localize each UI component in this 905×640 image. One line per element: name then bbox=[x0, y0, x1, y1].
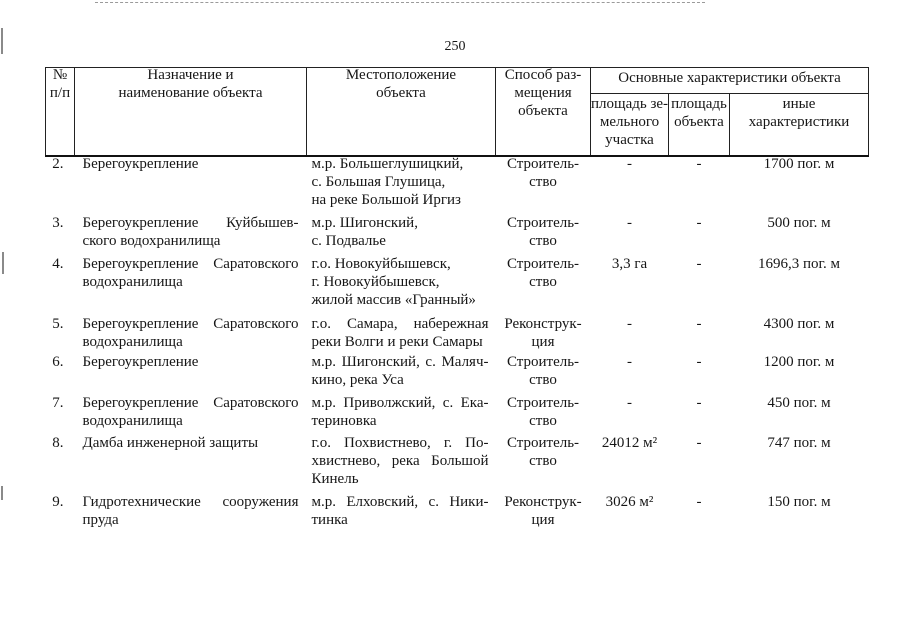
object-area-line: - bbox=[696, 353, 702, 370]
object-location-line: м.р. Приволжский, с. Ека- bbox=[311, 394, 489, 411]
header-location bbox=[307, 68, 496, 156]
row-number bbox=[46, 252, 75, 311]
object-name-line: Дамба инженерной защиты bbox=[82, 434, 259, 451]
object-location-line: на реке Большой Иргиз bbox=[311, 191, 461, 208]
row-number bbox=[46, 353, 75, 391]
other-characteristics bbox=[730, 391, 869, 432]
other-characteristics-line: 1700 пог. м bbox=[763, 155, 835, 172]
land-area-text bbox=[591, 214, 669, 232]
header-object-area bbox=[669, 94, 730, 156]
placement-method-text bbox=[496, 394, 591, 430]
object-location-line: с. Большая Глушица, bbox=[311, 173, 446, 190]
scan-artifact bbox=[95, 2, 705, 3]
object-location-text bbox=[312, 353, 489, 389]
object-name-line: Берегоукрепление Саратовского bbox=[82, 255, 299, 272]
object-location-line: с. Подвалье bbox=[311, 232, 386, 249]
placement-method bbox=[496, 432, 591, 490]
header-line: Назначение и bbox=[147, 67, 234, 83]
placement-method-line: ство bbox=[529, 273, 557, 290]
other-characteristics-text bbox=[730, 353, 869, 371]
table-row bbox=[46, 432, 869, 490]
object-name bbox=[75, 156, 307, 211]
object-area bbox=[669, 211, 730, 252]
row-number bbox=[46, 391, 75, 432]
objects-table bbox=[45, 67, 869, 531]
object-area-line: - bbox=[696, 315, 702, 332]
land-area-text bbox=[591, 255, 669, 273]
object-name-text bbox=[83, 353, 299, 371]
header-line: № bbox=[52, 67, 68, 83]
header-text bbox=[75, 66, 306, 102]
object-name-text bbox=[83, 214, 299, 250]
object-area-line: - bbox=[696, 493, 702, 510]
header-line: иные bbox=[782, 96, 816, 112]
other-characteristics bbox=[730, 490, 869, 531]
placement-method-line: ство bbox=[529, 452, 557, 469]
header-line: Местоположение bbox=[345, 67, 457, 83]
object-area-line: - bbox=[696, 155, 702, 172]
placement-method bbox=[496, 490, 591, 531]
object-location-line: м.р. Елховский, с. Ники- bbox=[311, 493, 489, 510]
other-characteristics bbox=[730, 311, 869, 353]
placement-method-line: ция bbox=[531, 511, 555, 528]
other-characteristics-line: 4300 пог. м bbox=[763, 315, 835, 332]
object-location-text bbox=[312, 255, 489, 309]
other-characteristics bbox=[730, 211, 869, 252]
header-method bbox=[496, 68, 591, 156]
object-name-text bbox=[83, 434, 299, 452]
other-characteristics-text bbox=[730, 394, 869, 412]
object-area-text bbox=[669, 353, 730, 371]
header-line: Способ раз- bbox=[504, 67, 582, 83]
object-area bbox=[669, 432, 730, 490]
placement-method bbox=[496, 252, 591, 311]
other-characteristics-line: 1200 пог. м bbox=[763, 353, 835, 370]
object-name-line: Берегоукрепление bbox=[82, 353, 199, 370]
object-name bbox=[75, 490, 307, 531]
placement-method-line: Строитель- bbox=[506, 353, 580, 370]
row-number-text bbox=[46, 493, 64, 511]
row-number-text bbox=[46, 394, 64, 412]
header-line: характеристики bbox=[748, 114, 850, 130]
row-number-text bbox=[46, 434, 64, 452]
object-location-line: м.р. Шигонский, bbox=[311, 214, 418, 231]
table-row bbox=[46, 311, 869, 353]
object-area bbox=[669, 156, 730, 211]
object-name-line: Гидротехнические сооружения bbox=[82, 493, 299, 510]
object-area-text bbox=[669, 214, 730, 232]
table-row bbox=[46, 490, 869, 531]
placement-method-text bbox=[496, 155, 591, 191]
placement-method-line: ство bbox=[529, 371, 557, 388]
object-location-line: г. Новокуйбышевск, bbox=[311, 273, 440, 290]
other-characteristics-text bbox=[730, 315, 869, 333]
row-number-line: 5. bbox=[52, 315, 64, 332]
land-area-text bbox=[591, 315, 669, 333]
object-location-line: хвистнево, река Большой bbox=[311, 452, 489, 469]
other-characteristics-text bbox=[730, 255, 869, 273]
other-characteristics-line: 747 пог. м bbox=[767, 434, 831, 451]
object-location bbox=[307, 391, 496, 432]
object-location bbox=[307, 311, 496, 353]
object-location bbox=[307, 490, 496, 531]
header-line: объекта bbox=[518, 103, 568, 119]
object-area bbox=[669, 252, 730, 311]
land-area-text bbox=[591, 493, 669, 511]
header-text bbox=[307, 66, 495, 102]
land-area bbox=[591, 311, 669, 353]
land-area-text bbox=[591, 394, 669, 412]
other-characteristics-line: 450 пог. м bbox=[767, 394, 831, 411]
land-area-line: 24012 м² bbox=[601, 434, 658, 451]
land-area bbox=[591, 252, 669, 311]
header-line: площадь bbox=[671, 96, 727, 112]
other-characteristics-text bbox=[730, 434, 869, 452]
object-location bbox=[307, 211, 496, 252]
page-number: 250 bbox=[444, 39, 466, 54]
table-row bbox=[46, 156, 869, 211]
land-area-line: - bbox=[627, 214, 632, 231]
other-characteristics bbox=[730, 353, 869, 391]
object-location-line: жилой массив «Гранный» bbox=[311, 291, 476, 308]
header-name bbox=[75, 68, 307, 156]
land-area-line: 3,3 га bbox=[611, 255, 648, 272]
placement-method-line: ство bbox=[529, 232, 557, 249]
scan-artifact bbox=[1, 28, 3, 54]
land-area-line: - bbox=[627, 353, 632, 370]
land-area bbox=[591, 156, 669, 211]
object-area-line: - bbox=[696, 394, 702, 411]
object-name-line: водохранилища bbox=[82, 333, 183, 350]
placement-method-text bbox=[496, 353, 591, 389]
placement-method-line: Строитель- bbox=[506, 434, 580, 451]
land-area-text bbox=[591, 155, 669, 173]
header-line: наименование объекта bbox=[118, 85, 263, 101]
object-name-line: ского водохранилища bbox=[82, 232, 221, 249]
placement-method-line: Строитель- bbox=[506, 155, 580, 172]
placement-method-line: ция bbox=[531, 333, 555, 350]
object-name bbox=[75, 311, 307, 353]
object-area-text bbox=[669, 255, 730, 273]
object-location-line: реки Волги и реки Самары bbox=[311, 333, 483, 350]
table-row bbox=[46, 211, 869, 252]
other-characteristics bbox=[730, 252, 869, 311]
object-name-line: Берегоукрепление Саратовского bbox=[82, 394, 299, 411]
row-number-line: 4. bbox=[52, 255, 64, 272]
object-name-text bbox=[83, 255, 299, 291]
header-line: площадь зе- bbox=[591, 96, 669, 112]
object-name-line: водохранилища bbox=[82, 412, 183, 429]
object-name bbox=[75, 353, 307, 391]
object-name-text bbox=[83, 394, 299, 430]
header-other bbox=[730, 94, 869, 156]
object-area-text bbox=[669, 155, 730, 173]
object-location bbox=[307, 252, 496, 311]
object-area-text bbox=[669, 493, 730, 511]
land-area-line: - bbox=[627, 315, 632, 332]
object-name bbox=[75, 432, 307, 490]
object-location-line: териновка bbox=[311, 412, 377, 429]
placement-method-text bbox=[496, 214, 591, 250]
header-line: объекта bbox=[376, 85, 426, 101]
header-line: п/п bbox=[49, 85, 71, 101]
object-location bbox=[307, 156, 496, 211]
object-location-line: м.р. Большеглушицкий, bbox=[311, 155, 464, 172]
header-line: мещения bbox=[514, 85, 572, 101]
object-name-line: водохранилища bbox=[82, 273, 183, 290]
land-area-line: 3026 м² bbox=[605, 493, 654, 510]
land-area-text bbox=[591, 353, 669, 371]
object-location-text bbox=[312, 493, 489, 529]
row-number-text bbox=[46, 214, 64, 232]
other-characteristics-text bbox=[730, 493, 869, 511]
object-location-line: тинка bbox=[311, 511, 348, 528]
row-number-line: 2. bbox=[52, 155, 64, 172]
row-number-line: 8. bbox=[52, 434, 64, 451]
other-characteristics-line: 500 пог. м bbox=[767, 214, 831, 231]
row-number-line: 3. bbox=[52, 214, 64, 231]
placement-method bbox=[496, 156, 591, 211]
row-number-text bbox=[46, 353, 64, 371]
row-number-text bbox=[46, 255, 64, 273]
object-name-text bbox=[83, 315, 299, 351]
object-area-line: - bbox=[696, 434, 702, 451]
object-name bbox=[75, 391, 307, 432]
other-characteristics-text bbox=[730, 214, 869, 232]
row-number bbox=[46, 311, 75, 353]
placement-method-line: Реконструк- bbox=[504, 315, 582, 332]
object-location-line: кино, река Уса bbox=[311, 371, 404, 388]
header-line: мельного bbox=[599, 114, 660, 130]
object-location bbox=[307, 353, 496, 391]
header-number bbox=[46, 68, 75, 156]
header-line: участка bbox=[605, 132, 654, 148]
object-area-line: - bbox=[696, 255, 702, 272]
row-number-line: 7. bbox=[52, 394, 64, 411]
object-location-line: г.о. Новокуйбышевск, bbox=[311, 255, 451, 272]
header-line: объекта bbox=[674, 114, 724, 130]
object-location-text bbox=[312, 155, 489, 209]
land-area bbox=[591, 490, 669, 531]
object-location-line: г.о. Самара, набережная bbox=[311, 315, 489, 332]
row-number-text bbox=[46, 315, 64, 333]
placement-method-text bbox=[496, 255, 591, 291]
object-name-line: Берегоукрепление bbox=[82, 155, 199, 172]
object-location-line: м.р. Шигонский, с. Маляч- bbox=[311, 353, 489, 370]
object-name-text bbox=[83, 155, 299, 173]
placement-method bbox=[496, 311, 591, 353]
table-body bbox=[46, 156, 869, 531]
placement-method-line: ство bbox=[529, 173, 557, 190]
placement-method bbox=[496, 211, 591, 252]
land-area bbox=[591, 211, 669, 252]
row-number bbox=[46, 490, 75, 531]
other-characteristics bbox=[730, 156, 869, 211]
row-number-line: 9. bbox=[52, 493, 64, 510]
placement-method-line: Строитель- bbox=[506, 255, 580, 272]
other-characteristics-line: 150 пог. м bbox=[767, 493, 831, 510]
placement-method-text bbox=[496, 493, 591, 529]
object-area bbox=[669, 391, 730, 432]
other-characteristics-line: 1696,3 пог. м bbox=[758, 255, 840, 272]
object-name-line: Берегоукрепление Саратовского bbox=[82, 315, 299, 332]
header-text bbox=[46, 66, 74, 102]
table-header bbox=[46, 68, 869, 156]
placement-method-text bbox=[496, 315, 591, 351]
land-area-line: - bbox=[627, 394, 632, 411]
placement-method-line: Строитель- bbox=[506, 214, 580, 231]
header-text bbox=[496, 66, 590, 120]
row-number-text bbox=[46, 155, 64, 173]
land-area bbox=[591, 353, 669, 391]
placement-method bbox=[496, 353, 591, 391]
object-area bbox=[669, 490, 730, 531]
scan-artifact bbox=[1, 486, 3, 500]
object-area bbox=[669, 353, 730, 391]
object-location-text bbox=[312, 394, 489, 430]
land-area bbox=[591, 391, 669, 432]
object-location-text bbox=[312, 214, 489, 250]
placement-method-line: Реконструк- bbox=[504, 493, 582, 510]
table-row bbox=[46, 391, 869, 432]
placement-method-line: ство bbox=[529, 412, 557, 429]
object-name-line: Берегоукрепление Куйбышев- bbox=[82, 214, 299, 231]
object-area-text bbox=[669, 434, 730, 452]
object-location-text bbox=[312, 434, 489, 488]
object-location bbox=[307, 432, 496, 490]
object-name-text bbox=[83, 493, 299, 529]
object-area-text bbox=[669, 315, 730, 333]
object-area bbox=[669, 311, 730, 353]
placement-method-line: Строитель- bbox=[506, 394, 580, 411]
row-number-line: 6. bbox=[52, 353, 64, 370]
table-row bbox=[46, 252, 869, 311]
row-number bbox=[46, 156, 75, 211]
header-row bbox=[46, 68, 869, 94]
row-number bbox=[46, 211, 75, 252]
object-location-line: Кинель bbox=[311, 470, 359, 487]
other-characteristics bbox=[730, 432, 869, 490]
object-location-line: г.о. Похвистнево, г. По- bbox=[311, 434, 489, 451]
placement-method-text bbox=[496, 434, 591, 470]
row-number bbox=[46, 432, 75, 490]
object-name-line: пруда bbox=[82, 511, 119, 528]
object-name bbox=[75, 211, 307, 252]
object-name bbox=[75, 252, 307, 311]
scan-artifact bbox=[2, 252, 4, 274]
object-location-text bbox=[312, 315, 489, 351]
object-area-line: - bbox=[696, 214, 702, 231]
object-area-text bbox=[669, 394, 730, 412]
land-area bbox=[591, 432, 669, 490]
other-characteristics-text bbox=[730, 155, 869, 173]
land-area-text bbox=[591, 434, 669, 452]
land-area-line: - bbox=[627, 155, 632, 172]
header-characteristics: Основные характеристики объекта bbox=[591, 68, 869, 94]
header-land-area bbox=[591, 94, 669, 156]
placement-method bbox=[496, 391, 591, 432]
table-row bbox=[46, 353, 869, 391]
